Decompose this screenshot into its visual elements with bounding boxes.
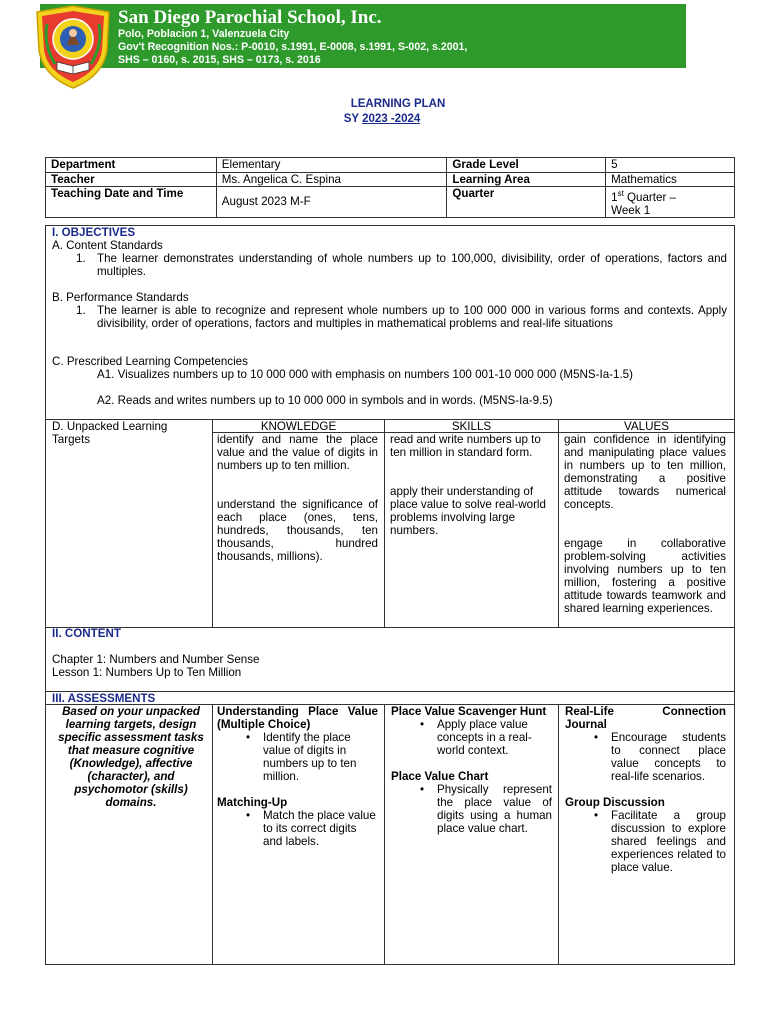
assessment-column-3 xyxy=(565,705,726,874)
school-address: Polo, Poblacion 1, Valenzuela City xyxy=(118,28,290,40)
assessment-item: • Match the place value to its correct digits and labels. xyxy=(263,809,378,848)
assessment-title: Group Discussion xyxy=(565,796,665,809)
quarter-week: Week 1 xyxy=(611,203,651,217)
grade-value: 5 xyxy=(606,158,735,173)
date-value: August 2023 M-F xyxy=(216,187,447,218)
teacher-value: Ms. Angelica C. Espina xyxy=(216,173,447,187)
assessment-title: Real-Life Connection Journal xyxy=(565,705,726,731)
values-1: gain confidence in identifying and manipulating place values in numbers up to ten million, demonstrating a positive attitude towards numerical concepts. xyxy=(564,433,726,511)
school-year-prefix: SY xyxy=(343,113,359,125)
assessment-title: Matching-Up xyxy=(217,796,288,809)
values-header: VALUES xyxy=(624,420,669,433)
assessment-title: Understanding Place Value (Multiple Choice) xyxy=(217,705,378,731)
school-year-value: 2023 -2024 xyxy=(362,113,421,125)
content-standards-num: 1. xyxy=(76,252,86,265)
divider xyxy=(46,627,734,628)
divider xyxy=(212,419,213,627)
performance-standards-num: 1. xyxy=(76,304,86,317)
area-value: Mathematics xyxy=(606,173,735,187)
objectives-heading: I. OBJECTIVES xyxy=(52,226,136,239)
divider xyxy=(558,704,559,964)
performance-standards-label: B. Performance Standards xyxy=(52,291,189,304)
content-standards-text: The learner demonstrates understanding of whole numbers up to 100,000, divisibility, order of operations, factors and multiples. xyxy=(97,252,727,278)
teacher-label: Teacher xyxy=(46,173,217,187)
divider xyxy=(384,419,385,627)
assessment-item: • Physically represent the place value of digits using a human place value chart. xyxy=(437,783,552,835)
assessment-item: • Facilitate a group discussion to explore shared feelings and experiences related to place value. xyxy=(611,809,726,874)
assessment-item: • Apply place value concepts in a real-world context. xyxy=(437,718,552,757)
quarter-label: Quarter xyxy=(447,187,606,218)
competencies-label: C. Prescribed Learning Competencies xyxy=(52,355,248,368)
content-standards-label: A. Content Standards xyxy=(52,239,163,252)
school-name: San Diego Parochial School, Inc. xyxy=(118,7,382,28)
skills-1: read and write numbers up to ten million in standard form. xyxy=(390,433,541,459)
assessment-title: Place Value Chart xyxy=(391,770,489,783)
values-2: engage in collaborative problem-solving activities involving numbers up to ten million, fostering a positive attitude towards teamwork and shared learning experiences. xyxy=(564,537,726,615)
area-label: Learning Area xyxy=(447,173,606,187)
department-label: Department xyxy=(46,158,217,173)
divider xyxy=(558,419,559,627)
recognition-line-2: SHS – 0160, s. 2015, SHS – 0173, s. 2016 xyxy=(118,54,321,66)
content-chapter: Chapter 1: Numbers and Number Sense xyxy=(52,653,260,666)
competency-a2: A2. Reads and writes numbers up to 10 000 000 in symbols and in words. (M5NS-Ia-9.5) xyxy=(97,394,553,407)
school-seal-icon xyxy=(33,4,113,90)
department-value: Elementary xyxy=(216,158,447,173)
assessment-item: • Encourage students to connect place value concepts to real-life scenarios. xyxy=(611,731,726,783)
content-heading: II. CONTENT xyxy=(52,627,121,640)
competency-a1: A1. Visualizes numbers up to 10 000 000 with emphasis on numbers 100 001-10 000 000 (M5NS-Ia-1.5) xyxy=(97,368,633,381)
info-table xyxy=(45,157,735,218)
skills-2: apply their understanding of place value to solve real-world problems involving large numbers. xyxy=(390,485,546,537)
knowledge-header: KNOWLEDGE xyxy=(260,420,337,433)
content-lesson: Lesson 1: Numbers Up to Ten Million xyxy=(52,666,242,679)
quarter-value xyxy=(606,187,735,218)
assessment-column-1 xyxy=(217,705,378,848)
school-year xyxy=(0,113,766,125)
assessment-instruction: Based on your unpacked learning targets, design specific assessment tasks that measure cognitive (Knowledge), affective (character), and psychomotor (skills) domains. xyxy=(58,705,204,809)
assessment-item: • Identify the place value of digits in numbers up to ten million. xyxy=(263,731,378,783)
date-label: Teaching Date and Time xyxy=(46,187,217,218)
skills-header: SKILLS xyxy=(451,420,492,433)
grade-label: Grade Level xyxy=(447,158,606,173)
unpacked-label: D. Unpacked Learning Targets xyxy=(52,420,168,446)
quarter-rest: Quarter – xyxy=(623,190,676,204)
school-header xyxy=(0,0,768,100)
divider xyxy=(212,704,213,964)
performance-standards-text: The learner is able to recognize and represent whole numbers up to 100 000 000 in various forms and contexts. Apply divisibility, order of operations, factors and multiples in mathematical problems and real-life situations xyxy=(97,304,727,330)
assessment-title: Place Value Scavenger Hunt xyxy=(391,705,547,718)
recognition-line-1: Gov't Recognition Nos.: P-0010, s.1991, E-0008, s.1991, S-002, s.2001, xyxy=(118,41,468,53)
quarter-sup: st xyxy=(617,189,624,198)
page-title: LEARNING PLAN xyxy=(350,98,446,110)
assessment-column-2 xyxy=(391,705,552,835)
knowledge-2: understand the significance of each place (ones, tens, hundreds, thousands, ten thousands, hundred thousands, millions). xyxy=(217,498,378,563)
learning-plan-table xyxy=(45,225,735,965)
assessments-heading: III. ASSESSMENTS xyxy=(52,692,156,705)
knowledge-1: identify and name the place value and the value of digits in numbers up to ten million. xyxy=(217,433,378,472)
quarter-num: 1 xyxy=(611,190,618,204)
divider xyxy=(384,704,385,964)
